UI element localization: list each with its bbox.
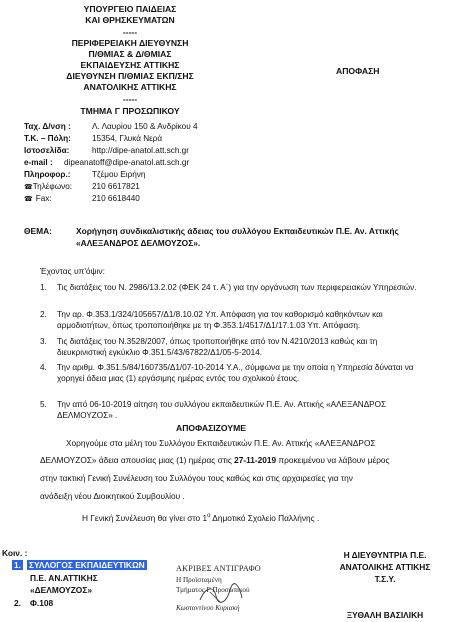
email-label: e-mail : <box>24 158 53 167</box>
cc-label: Κοιν. : <box>2 548 28 558</box>
signature-name: ΞΥΘΑΛΗ ΒΑΣΙΛΙΚΗ <box>346 610 424 620</box>
stamp-line-2: Τμήματος Γ Προσωπικού <box>176 586 250 594</box>
department-title: ΤΜΗΜΑ Γ ΠΡΟΣΩΠΙΚΟΥ <box>80 106 180 116</box>
decision-text: προκειμένου να λάβουν μέρος <box>276 455 390 465</box>
item-text: Την αρ. Φ.353.1/324/105657/Δ1/8.10.02 Υπ. Απόφαση για τον καθορισμό καθηκόντων και αρμοδιοτήτων, όπως τροποποιήθηκε με τη Φ.353.1/4517/Δ1/17.1.03 Υπ. Απόφαση. <box>57 310 383 330</box>
considering-heading: Έχοντας υπ'όψιν: <box>40 266 105 276</box>
address-value: Λ. Λαυρίου 150 & Ανδρίκου 4 <box>92 122 198 131</box>
fax-row <box>24 193 52 206</box>
list-item <box>40 309 420 333</box>
ministry-line-1: ΥΠΟΥΡΓΕΙΟ ΠΑΙΔΕΙΑΣ <box>83 4 177 14</box>
assembly-text: Δημοτικό Σχολείο Παλλήνης . <box>210 512 320 523</box>
cc-recipient-1-line-2: Π.Ε. ΑΝ.ΑΤΤΙΚΗΣ <box>30 573 98 583</box>
cc-number-2: 2. <box>14 598 21 608</box>
item-text: Τις διατάξεις του Ν. 2986/13.2.02 (ΦΕΚ 24 τ. Α΄) για την οργάνωση των περιφερειακών Υπηρεσιών. <box>57 283 417 292</box>
phone-icon: ☎ <box>24 184 33 191</box>
ministry-line-2: ΚΑΙ ΘΡΗΣΚΕΥΜΑΤΩΝ <box>85 15 175 25</box>
website-label: Ιστοσελίδα: <box>24 146 70 155</box>
document-type: ΑΠΟΦΑΣΗ <box>336 66 380 76</box>
regional-line-3: ΕΚΠΑΙΔΕΥΣΗΣ ΑΤΤΙΚΗΣ <box>80 60 180 70</box>
cc-recipient-2: Φ.108 <box>30 598 54 608</box>
absence-date: 27-11-2019 <box>234 455 277 465</box>
subject-line-1: Χορήγηση συνδικαλιστικής άδειας του συλλόγου Εκπαιδευτικών Π.Ε. Αν. Αττικής <box>76 226 399 236</box>
stamp-title: ΑΚΡΙΒΕΣ ΑΝΤΙΓΡΑΦΟ <box>176 564 261 573</box>
website-value: http://dipe-anatol.att.sch.gr <box>92 146 189 155</box>
regional-line-4: ΔΙΕΥΘΥΝΣΗ Π/ΘΜΙΑΣ ΕΚΠ/ΣΗΣ <box>66 71 194 81</box>
signature-title-1: Η ΔΙΕΥΘΥΝΤΡΙΑ Π.Ε. <box>343 550 427 560</box>
cc-recipient-1-line-3: «ΔΕΛΜΟΥΖΟΣ» <box>30 585 93 595</box>
decision-line-3: στην τακτική Γενική Συνέλευση του Συλλόγου τους καθώς και στις αρχαιρεσίες για την <box>40 473 353 483</box>
decision-line-1: Χορηγούμε στα μέλη του Συλλόγου Εκπαιδευτικών Π.Ε. Αν. Αττικής «ΑΛΕΞΑΝΔΡΟΣ <box>66 438 376 448</box>
list-item <box>40 399 420 423</box>
stamp-signature <box>196 582 246 606</box>
decision-line-2 <box>40 451 390 469</box>
separator-1: ----- <box>122 27 138 37</box>
info-label: Πληροφορ.: <box>24 170 71 179</box>
signature-title-3: Τ.Σ.Υ. <box>374 574 396 584</box>
assembly-text: Η Γενική Συνέλευση θα γίνει στο 1 <box>82 512 208 523</box>
phone-label: Τηλέφωνο: <box>32 182 73 191</box>
decision-line-4: ανάδειξη νέου Διοικητικού Συμβουλίου . <box>40 491 185 501</box>
assembly-line <box>82 507 319 527</box>
separator-2: ----- <box>122 94 138 104</box>
decide-heading: ΑΠΟΦΑΣΙΖΟΥΜΕ <box>176 423 246 433</box>
item-text: Τις διατάξεις του Ν.3528/2007, όπως τροποποιήθηκε από τον Ν.4210/2013 καθώς και τη διευκρινιστική εγκύκλιο Φ.351.5/43/67822/Δ1/05-5-2014. <box>57 337 378 357</box>
item-number: 1. <box>40 283 47 292</box>
fax-label: Fax: <box>35 194 52 203</box>
cc-number: 1. <box>14 560 21 570</box>
list-item <box>40 362 420 398</box>
fax-icon: ☎ <box>24 196 33 203</box>
item-number: 5. <box>40 400 47 409</box>
postal-value: 15354, Γλυκά Νερά <box>92 134 163 143</box>
stamp-line-1: Η Προϊσταμένη <box>176 576 222 584</box>
item-text: Την αριθμ. Φ.351.5/84/160735/Δ1/07-10-2014 Υ.Α., σύμφωνα με την οποία η Υπηρεσία δύναται να χορηγεί άδεια μιας (1) εργάσιμης ημέρας εντός του σχολικού έτους. <box>57 363 414 383</box>
contact-block <box>24 121 264 211</box>
item-number: 4. <box>40 363 47 372</box>
decision-text: ΔΕΛΜΟΥΖΟΣ» άδεια απουσίας μιας (1) ημέρας στις <box>40 455 235 465</box>
phone-value: 210 6617821 <box>92 182 140 191</box>
cc-recipient-1 <box>12 560 150 572</box>
regional-line-1: ΠΕΡΙΦΕΡΕΙΑΚΗ ΔΙΕΥΘΥΝΣΗ <box>71 38 189 48</box>
list-item <box>40 282 420 306</box>
regional-line-2: Π/ΘΜΙΑΣ & Δ/ΘΜΙΑΣ <box>88 49 172 59</box>
fax-value: 210 6618440 <box>92 194 140 203</box>
item-number: 3. <box>40 337 47 346</box>
email-value: dipeanatoff@dipe-anatol.att.sch.gr <box>64 158 190 167</box>
item-text: Την από 06-10-2019 αίτηση του συλλόγου εκπαιδευτικών Π.Ε. Αν. Αττικής «ΑΛΕΞΑΝΔΡΟΣ ΔΕΛΜΟΥΖΟΣ» . <box>57 400 387 420</box>
stamp-name: Κωσταντίνου Κυριακή <box>176 604 240 612</box>
postal-label: Τ.Κ. – Πόλη: <box>24 134 71 143</box>
list-item <box>40 336 420 360</box>
info-value: Τζέμου Ειρήνη <box>92 170 146 179</box>
subject-label: ΘΕΜΑ: <box>24 226 52 236</box>
address-label: Ταχ. Δ/νση : <box>24 122 71 131</box>
signature-title-2: ΑΝΑΤΟΛΙΚΗΣ ΑΤΤΙΚΗΣ <box>339 562 431 572</box>
item-number: 2. <box>40 310 47 319</box>
regional-line-5: ΑΝΑΤΟΛΙΚΗΣ ΑΤΤΙΚΗΣ <box>83 82 177 92</box>
subject-line-2: «ΑΛΕΞΑΝΔΡΟΣ ΔΕΛΜΟΥΖΟΣ». <box>76 238 201 248</box>
ordinal-suffix: ο <box>207 513 211 519</box>
cc-recipient-name: ΣΥΛΛΟΓΟΣ ΕΚΠΑΙΔΕΥΤΙΚΩΝ <box>29 560 145 570</box>
